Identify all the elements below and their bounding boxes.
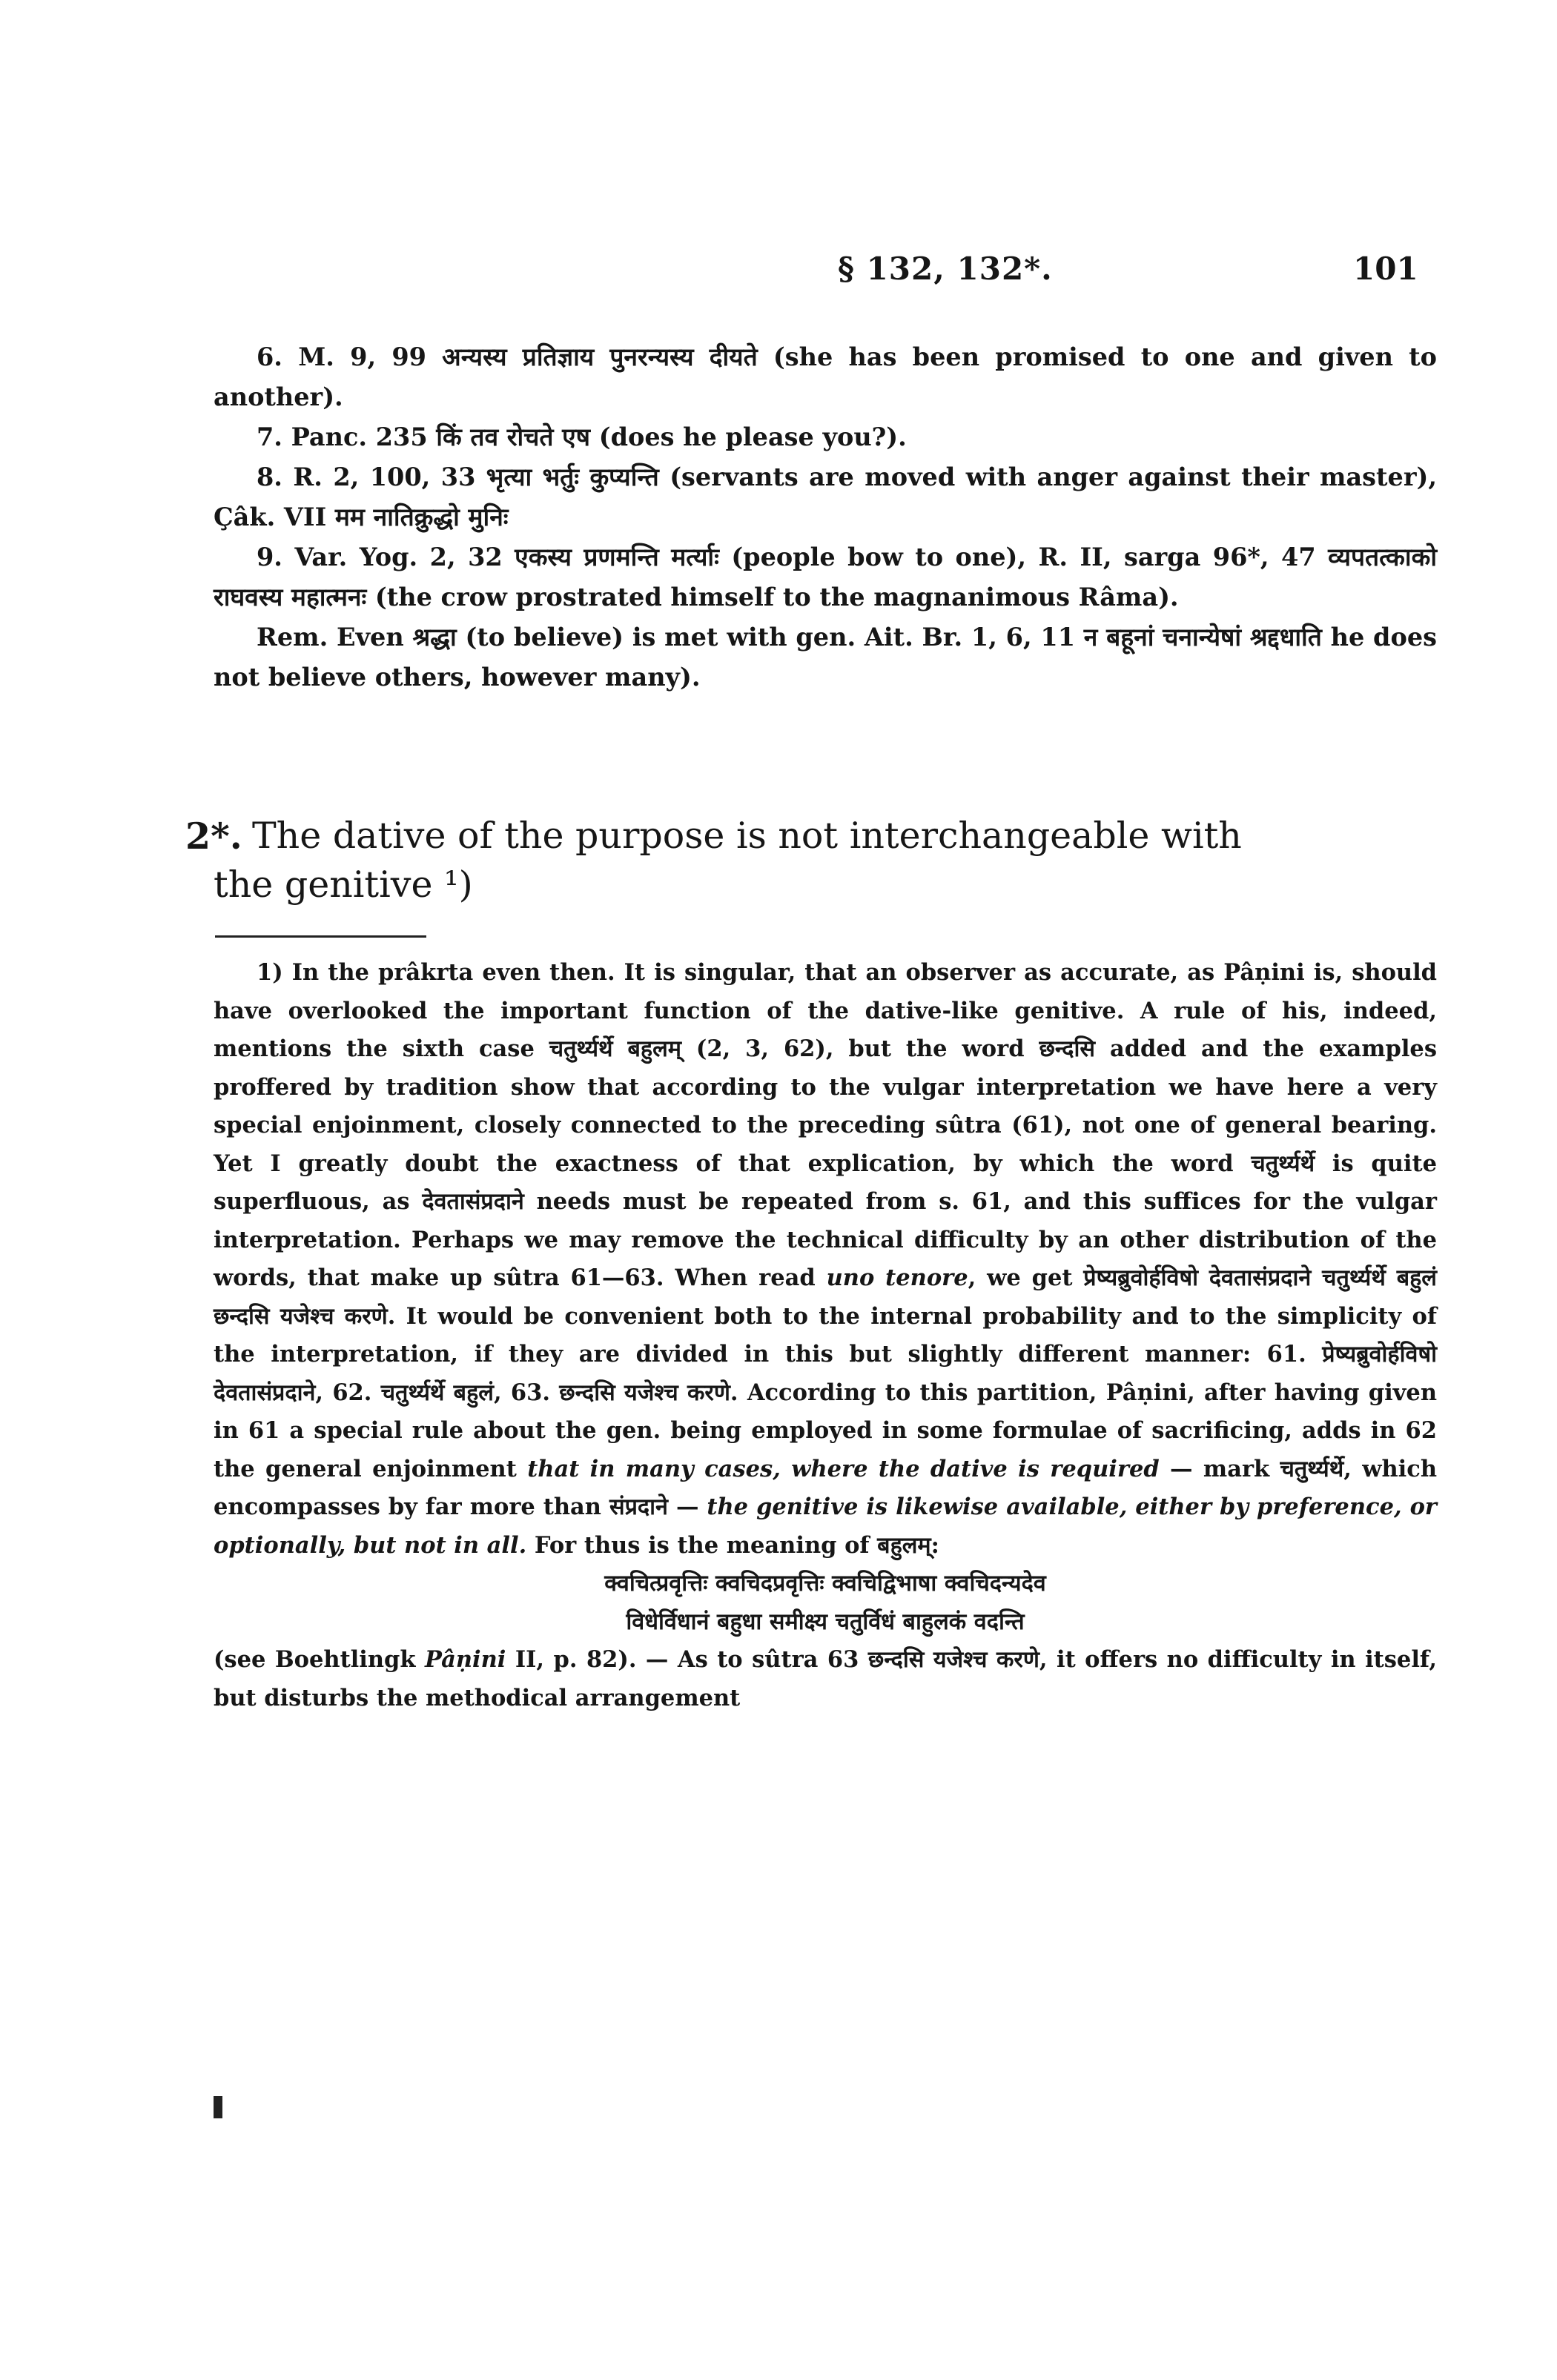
section-heading-line2: the genitive ¹) [214, 864, 473, 906]
footnote-paragraph [214, 954, 1437, 1565]
footnote-mark-text: — mark चतुर्थ्यर्थे, which encompasses by far more than संप्रदाने — [214, 1455, 1437, 1520]
footnote-text-b: , we get प्रेष्यब्रुवोर्हविषो देवतासंप्रदाने चतुर्थ्यर्थे बहुलं छन्दसि यजेश्च करणे. It would be convenient both to the internal probability and to the simplicity of the interpretation, if they are divided in this but slightly different manner: 61. प्रेष्यब्रुवोर्हविषो देवतासंप्रदाने, 62. चतुर्थ्यर्थे बहुलं, 63. छन्दसि यजेश्च करणे. According to this partition, Pâṇini, after having given in 61 a special rule about the gen. being employed in some formulae of sacrificing, adds in 62 the general enjoinment [214, 1264, 1437, 1482]
footnote-thus-text: For thus is the meaning of बहुलम्: [526, 1531, 939, 1559]
examples-block [214, 337, 1437, 697]
print-mark [214, 2096, 222, 2118]
example-8: 8. R. 2, 100, 33 भृत्या भर्तुः कुप्यन्ति (servants are moved with anger against their master), Çâk. VII मम नातिक्रुद्धो मुनिः [214, 463, 1437, 531]
example-9: 9. Var. Yog. 2, 32 एकस्य प्रणमन्ति मर्त्याः (people bow to one), R. II, sarga 96*, 47 व्यपतत्काको राघवस्य महात्मनः (the crow prostrated himself to the magnanimous Râma). [214, 543, 1437, 611]
see-italic: Pâṇini [424, 1646, 506, 1673]
footnote-text-a: 1) In the prâkrta even then. It is singular, that an observer as accurate, as Pâṇini is, should have overlooked the important function of the dative-like genitive. A rule of his, indeed, mentions the sixth case चतुर्थ्यर्थे बहुलम् (2, 3, 62), but the word छन्दसि added and the examples proffered by tradition show that according to the vulgar interpretation we have here a very special enjoinment, closely connected to the preceding sûtra (61), not one of general bearing. Yet I greatly doubt the exactness of that explication, by which the word चतुर्थ्यर्थे is quite superfluous, as देवतासंप्रदाने needs must be repeated from s. 61, and this suffices for the vulgar interpretation. Perhaps we may remove the technical difficulty by an other distribution of the words, that make up sûtra 61—63. When read [214, 959, 1437, 1291]
footnote-italic-that: that in many cases, where the dative is required [527, 1455, 1160, 1482]
footnote-italic-genitive: the genitive is likewise available, either by preference, or optionally, but not in all. [214, 1494, 1437, 1559]
example-6: 6. M. 9, 99 अन्यस्य प्रतिज्ञाय पुनरन्यस्य दीयते (she has been promised to one and given to another). [214, 342, 1437, 411]
verse-line-2: विधेर्विधानं बहुधा समीक्ष्य चतुर्विधं बाहुलकं वदन्ति [626, 1608, 1025, 1635]
see-text: (see Boehtlingk [214, 1646, 425, 1673]
footnote-divider [215, 935, 426, 938]
footnote [214, 954, 1437, 1717]
page-number: 101 [1353, 251, 1418, 287]
section-heading [185, 812, 1446, 909]
remark: Rem. Even श्रद्धा (to believe) is met with gen. Ait. Br. 1, 6, 11 न बहूनां चनान्येषां श्रद्दधाति he does not believe others, however many). [214, 623, 1437, 692]
section-heading-line1: The dative of the purpose is not interchangeable with [252, 815, 1242, 857]
verse-line-1: क्वचित्प्रवृत्तिः क्वचिदप्रवृत्तिः क्वचिद्विभाषा क्वचिदन्यदेव [604, 1570, 1046, 1597]
footnote-closing [214, 1641, 1437, 1717]
example-7: 7. Panc. 235 किं तव रोचते एष (does he please you?). [257, 422, 907, 451]
see-end: II, p. 82). — As to sûtra 63 छन्दसि यजेश्च करणे, it offers no difficulty in itself, but disturbs the methodical arrangement [214, 1646, 1437, 1711]
section-reference: § 132, 132*. [838, 251, 1053, 287]
section-number: 2*. [185, 815, 242, 858]
page-header [0, 251, 1557, 302]
footnote-italic-uno-tenore: uno tenore [826, 1264, 968, 1291]
